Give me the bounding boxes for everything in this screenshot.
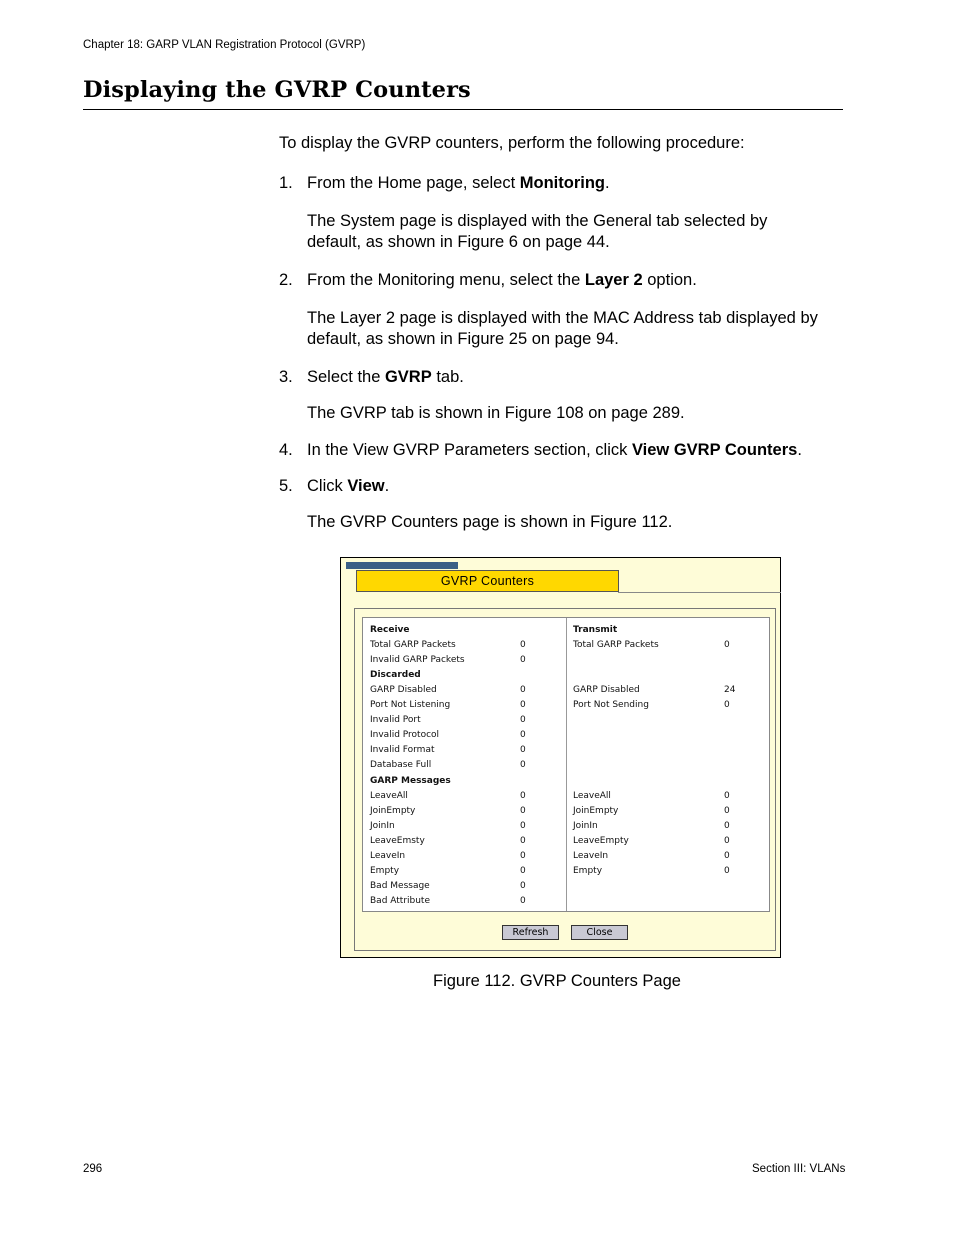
title-rule <box>83 109 843 110</box>
gvrp-counters-figure <box>340 557 781 958</box>
step-3-bold: GVRP <box>384 368 432 386</box>
transmit-counter-label: Port Not Sending <box>573 700 649 711</box>
tab-baseline <box>618 592 781 593</box>
receive-counter-label: JoinEmpty <box>370 805 416 816</box>
transmit-counter-label: LeaveAll <box>573 790 611 801</box>
step-1-bold: Monitoring <box>519 174 605 192</box>
transmit-counter-label: LeaveEmpty <box>573 835 629 846</box>
column-divider <box>566 618 567 911</box>
receive-counter-value: 0 <box>520 715 526 726</box>
step-3-text: Select the GVRP tab. <box>307 368 464 386</box>
receive-counter-value: 0 <box>520 640 526 651</box>
transmit-counter-label: LeaveIn <box>573 850 609 861</box>
step-3-note: The GVRP tab is shown in Figure 108 on page 289. <box>307 404 685 422</box>
receive-counter-label: Total GARP Packets <box>370 640 456 651</box>
transmit-counter-value: 0 <box>724 640 730 651</box>
receive-counter-label: LeaveIn <box>370 850 406 861</box>
step-4-bold: View GVRP Counters <box>631 441 798 459</box>
receive-counter-value: 0 <box>520 700 526 711</box>
transmit-counter-value: 0 <box>724 865 730 876</box>
step-4-text: In the View GVRP Parameters section, click View GVRP Counters. <box>307 441 802 459</box>
transmit-counter-value: 0 <box>724 850 730 861</box>
transmit-counter-label: GARP Disabled <box>573 685 640 696</box>
receive-counter-value: 0 <box>520 745 526 756</box>
receive-counter-label: GARP Disabled <box>370 685 437 696</box>
transmit-counter-value: 0 <box>724 790 730 801</box>
transmit-counter-label: Empty <box>573 865 603 876</box>
gvrp-counters-tab[interactable]: GVRP Counters <box>356 570 619 592</box>
receive-counter-value: 0 <box>520 760 526 771</box>
receive-counter-value: 0 <box>520 685 526 696</box>
receive-counter-label: LeaveAll <box>370 790 408 801</box>
transmit-counter-label: Total GARP Packets <box>573 640 659 651</box>
receive-counter-label: Bad Attribute <box>370 895 431 906</box>
transmit-counter-label: JoinEmpty <box>573 805 619 816</box>
transmit-counter-value: 0 <box>724 805 730 816</box>
close-button[interactable]: Close <box>571 925 628 940</box>
receive-counter-value: 0 <box>520 730 526 741</box>
receive-counter-label: LeaveEmsty <box>370 835 425 846</box>
blue-tab-strip <box>346 562 458 569</box>
receive-counter-label: Invalid Format <box>370 745 435 756</box>
receive-counter-label: Bad Message <box>370 880 430 891</box>
receive-counter-value: 0 <box>520 880 526 891</box>
receive-counter-label: Empty <box>370 865 400 876</box>
counters-table <box>362 617 770 912</box>
transmit-counter-value: 0 <box>724 820 730 831</box>
receive-counter-value: 0 <box>520 790 526 801</box>
step-1-text: From the Home page, select Monitoring. <box>307 174 610 192</box>
section-title: Displaying the GVRP Counters <box>83 77 471 103</box>
step-2-note: The Layer 2 page is displayed with the MAC Address tab displayed by default, as shown in Figure 25 on page 94. <box>307 309 818 348</box>
step-5-note: The GVRP Counters page is shown in Figure 112. <box>307 513 673 531</box>
step-3-number: 3. <box>279 368 293 386</box>
running-header: Chapter 18: GARP VLAN Registration Protocol (GVRP) <box>83 39 366 51</box>
step-2-text: From the Monitoring menu, select the Layer 2 option. <box>307 271 697 289</box>
step-1-note: The System page is displayed with the General tab selected by default, as shown in Figure 6 on page 44. <box>307 212 768 251</box>
refresh-button[interactable]: Refresh <box>502 925 559 940</box>
receive-counter-label: Database Full <box>370 760 432 771</box>
receive-counter-label: Invalid GARP Packets <box>370 655 465 666</box>
section-label: Section III: VLANs <box>752 1163 846 1175</box>
transmit-counter-label: JoinIn <box>573 820 598 831</box>
figure-caption: Figure 112. GVRP Counters Page <box>433 972 681 990</box>
counters-panel <box>354 608 776 951</box>
receive-counter-label: JoinIn <box>370 820 395 831</box>
receive-header: Receive <box>370 625 410 635</box>
transmit-counter-value: 0 <box>724 835 730 846</box>
receive-counter-value: 0 <box>520 835 526 846</box>
page-number: 296 <box>83 1163 103 1175</box>
step-5-text: Click View. <box>307 477 390 495</box>
receive-counter-value: 0 <box>520 655 526 666</box>
transmit-counter-value: 0 <box>724 700 730 711</box>
receive-group-header: Discarded <box>370 670 421 681</box>
receive-counter-label: Invalid Port <box>370 715 421 726</box>
receive-counter-value: 0 <box>520 820 526 831</box>
step-4-number: 4. <box>279 441 293 459</box>
step-5-bold: View <box>347 477 385 495</box>
transmit-counter-value: 24 <box>724 685 736 696</box>
transmit-header: Transmit <box>573 625 618 635</box>
receive-group-header: GARP Messages <box>370 775 451 786</box>
step-5-number: 5. <box>279 477 293 495</box>
receive-counter-value: 0 <box>520 865 526 876</box>
step-2-bold: Layer 2 <box>584 271 643 289</box>
receive-counter-label: Invalid Protocol <box>370 730 440 741</box>
receive-counter-value: 0 <box>520 895 526 906</box>
receive-counter-label: Port Not Listening <box>370 700 451 711</box>
intro-paragraph: To display the GVRP counters, perform the following procedure: <box>279 134 745 152</box>
receive-counter-value: 0 <box>520 805 526 816</box>
step-2-number: 2. <box>279 271 293 289</box>
receive-counter-value: 0 <box>520 850 526 861</box>
step-1-number: 1. <box>279 174 293 192</box>
